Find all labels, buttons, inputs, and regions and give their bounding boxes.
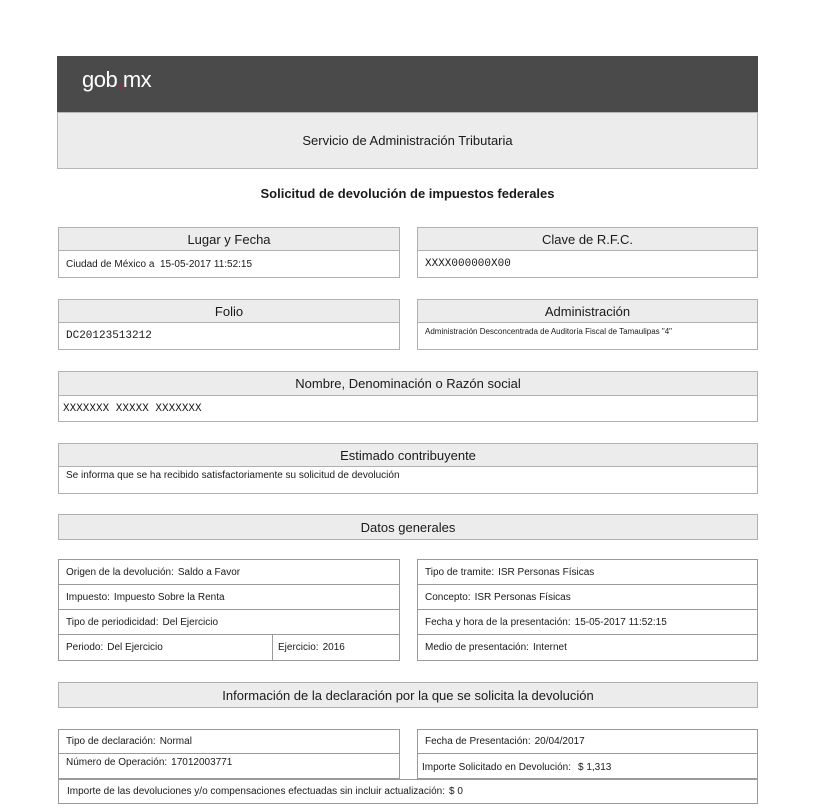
logo-text-gob: gob xyxy=(82,67,118,92)
informacion-right-table xyxy=(417,729,758,779)
tramite-value: ISR Personas Físicas xyxy=(498,566,595,578)
origen-row xyxy=(59,560,399,585)
nombre-label: Nombre, Denominación o Razón social xyxy=(295,376,521,391)
medio-label: Medio de presentación: xyxy=(425,642,529,653)
periodo-divider xyxy=(272,635,273,660)
periodo-cell xyxy=(66,635,163,660)
periodo-value: Del Ejercicio xyxy=(107,642,163,653)
numero-operacion-row xyxy=(59,754,399,778)
tipo-declaracion-row xyxy=(59,730,399,754)
fecha-presentacion-row xyxy=(418,610,757,635)
lugar-fecha-value: Ciudad de México a 15-05-2017 11:52:15 xyxy=(66,258,253,270)
rfc-header xyxy=(417,227,758,251)
administracion-body xyxy=(417,323,758,350)
origen-label: Origen de la devolución: xyxy=(66,566,174,578)
importe-solicitado-row xyxy=(418,754,757,780)
concepto-value: ISR Personas Físicas xyxy=(474,591,571,603)
lugar-fecha-label: Lugar y Fecha xyxy=(187,231,271,247)
fecha-presentacion-decl-value: 20/04/2017 xyxy=(534,736,585,747)
concepto-label: Concepto: xyxy=(425,591,471,603)
devoluciones-value: $ 0 xyxy=(449,786,463,797)
datos-generales-left-table xyxy=(58,559,400,661)
fecha-presentacion-decl-label: Fecha de Presentación: xyxy=(425,736,531,747)
administracion-value: Administración Desconcentrada de Auditoría Fiscal de Tamaulipas "4" xyxy=(425,327,672,336)
fecha-presentacion-decl-row xyxy=(418,730,757,754)
importe-solicitado-value: $ 1,313 xyxy=(577,761,612,773)
periodicidad-row xyxy=(59,610,399,635)
administracion-label: Administración xyxy=(544,303,631,319)
datos-generales-right-table xyxy=(417,559,758,661)
nombre-value: XXXXXXX XXXXX XXXXXXX xyxy=(63,402,202,415)
estimado-body xyxy=(58,467,758,494)
tipo-declaracion-value: Normal xyxy=(159,736,192,747)
header-bar xyxy=(57,56,758,112)
nombre-header xyxy=(58,371,758,396)
informacion-label: Información de la declaración por la que se solicita la devolución xyxy=(222,687,594,703)
logo-text-mx: mx xyxy=(122,67,152,92)
logo-dot: . xyxy=(117,67,123,92)
concepto-row xyxy=(418,585,757,610)
origen-value: Saldo a Favor xyxy=(177,566,241,578)
tipo-declaracion-label: Tipo de declaración: xyxy=(66,736,156,747)
numero-operacion-label: Número de Operación: xyxy=(66,757,168,768)
estimado-label: Estimado contribuyente xyxy=(340,447,476,463)
devoluciones-label: Importe de las devoluciones y/o compensaciones efectuadas sin incluir actualización: xyxy=(67,786,445,797)
lugar-fecha-header xyxy=(58,227,400,251)
impuesto-row xyxy=(59,585,399,610)
lugar-fecha-body xyxy=(58,251,400,278)
tramite-row xyxy=(418,560,757,585)
document-title: Solicitud de devolución de impuestos federales xyxy=(260,186,555,201)
importe-solicitado-label: Importe Solicitado en Devolución: xyxy=(422,761,571,773)
fecha-presentacion-value: 15-05-2017 11:52:15 xyxy=(574,616,667,628)
administracion-header xyxy=(417,299,758,323)
rfc-label: Clave de R.F.C. xyxy=(541,231,634,247)
ejercicio-label: Ejercicio: xyxy=(278,642,319,653)
fecha-presentacion-label: Fecha y hora de la presentación: xyxy=(425,616,571,628)
service-name: Servicio de Administración Tributaria xyxy=(302,133,513,148)
rfc-body xyxy=(417,251,758,278)
numero-operacion-value: 17012003771 xyxy=(171,757,233,768)
medio-value: Internet xyxy=(532,642,567,653)
impuesto-label: Impuesto: xyxy=(66,591,110,603)
folio-header xyxy=(58,299,400,323)
impuesto-value: Impuesto Sobre la Renta xyxy=(113,591,225,603)
medio-row xyxy=(418,635,757,660)
devoluciones-row xyxy=(58,779,758,804)
tramite-label: Tipo de tramite: xyxy=(425,566,495,578)
periodicidad-label: Tipo de periodicidad: xyxy=(66,616,159,628)
periodicidad-value: Del Ejercicio xyxy=(162,616,219,628)
datos-generales-label: Datos generales xyxy=(360,519,456,535)
informacion-left-table xyxy=(58,729,400,779)
rfc-value: XXXX000000X00 xyxy=(425,258,511,270)
folio-label: Folio xyxy=(214,303,244,319)
service-banner xyxy=(57,112,758,169)
informacion-header xyxy=(58,682,758,708)
ejercicio-value: 2016 xyxy=(322,642,345,653)
folio-body xyxy=(58,323,400,350)
gobmx-logo xyxy=(82,67,151,93)
estimado-message: Se informa que se ha recibido satisfactoriamente su solicitud de devolución xyxy=(66,470,400,481)
nombre-body xyxy=(58,396,758,422)
datos-generales-header xyxy=(58,514,758,540)
periodo-ejercicio-row xyxy=(59,635,399,660)
ejercicio-cell xyxy=(278,635,345,660)
periodo-label: Periodo: xyxy=(66,642,104,653)
folio-value: DC20123513212 xyxy=(66,330,152,342)
estimado-header xyxy=(58,443,758,467)
